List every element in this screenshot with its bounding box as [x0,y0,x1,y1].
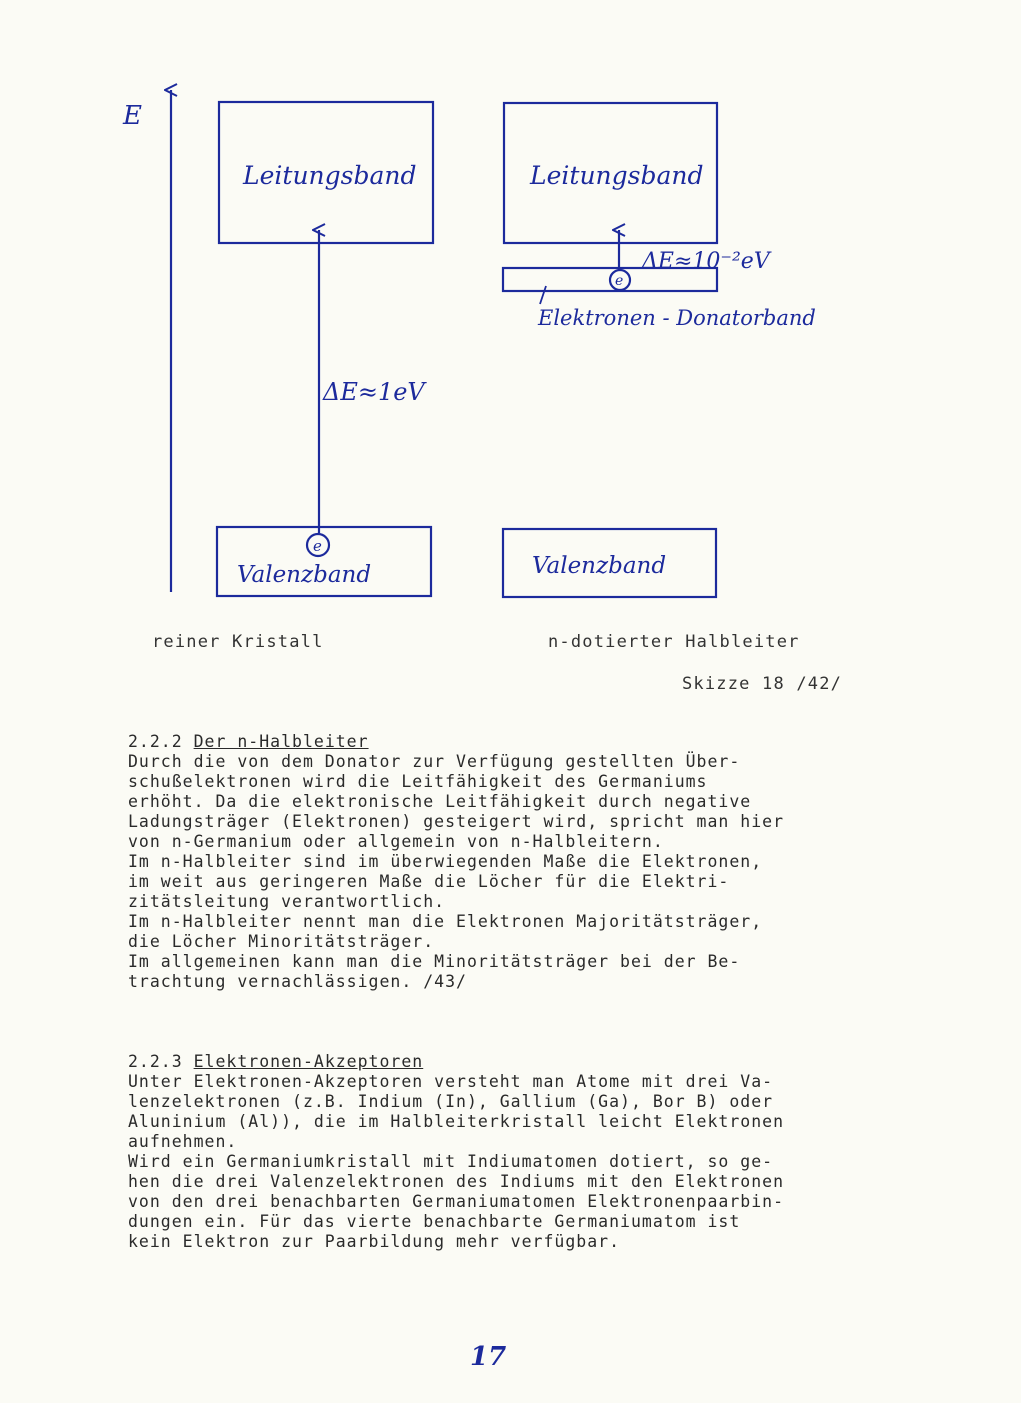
paragraph-line: Unter Elektronen-Akzeptoren versteht man Atome mit drei Va- [128,1072,774,1091]
right-conduction-band-label: Leitungsband [530,161,704,190]
left-electron-symbol: e [313,537,322,555]
paragraph-line: Ladungsträger (Elektronen) gesteigert wird, spricht man hier [128,812,785,831]
paragraph-line: Durch die von dem Donator zur Verfügung gestellten Über- [128,752,741,771]
paragraph-line: Wird ein Germaniumkristall mit Indiumatomen dotiert, so ge- [128,1152,774,1171]
right-electron-symbol: e [615,273,624,289]
right-gap-label: ΔE≈10⁻²eV [642,249,770,274]
paragraph-line: Im n-Halbleiter nennt man die Elektronen Majoritätsträger, [128,912,763,931]
paragraph-line: Im n-Halbleiter sind im überwiegenden Maße die Elektronen, [128,852,763,871]
right-valence-band-label: Valenzband [532,553,667,579]
section-2-2-2 [128,732,868,992]
paragraph-line: zitätsleitung verantwortlich. [128,892,446,911]
donor-band-pointer [540,286,546,304]
paragraph-line: Im allgemeinen kann man die Minoritätsträger bei der Be- [128,952,741,971]
section-2-2-3 [128,1052,868,1252]
section-number: 2.2.2 [128,732,183,751]
left-conduction-band-label: Leitungsband [243,161,417,190]
page-number: 17 [470,1342,507,1372]
right-caption: n-dotierter Halbleiter [548,632,800,652]
paragraph-line: von den drei benachbarten Germaniumatomen Elektronenpaarbin- [128,1192,785,1211]
paragraph-line: schußelektronen wird die Leitfähigkeit des Germaniums [128,772,708,791]
paragraph-line: von n-Germanium oder allgemein von n-Halbleitern. [128,832,664,851]
left-caption: reiner Kristall [152,632,324,652]
paragraph-line: hen die drei Valenzelektronen des Indiums mit den Elektronen [128,1172,785,1191]
section-title: Elektronen-Akzeptoren [193,1052,424,1071]
paragraph-line: lenzelektronen (z.B. Indium (In), Gallium (Ga), Bor B) oder [128,1092,774,1111]
donor-band-label: Elektronen - Donatorband [538,306,816,330]
paragraph-line: erhöht. Da die elektronische Leitfähigkeit durch negative [128,792,752,811]
section-title: Der n-Halbleiter [193,732,369,751]
paragraph-line: Aluninium (Al)), die im Halbleiterkristall leicht Elektronen [128,1112,785,1131]
paragraph-line: die Löcher Minoritätsträger. [128,932,435,951]
paragraph-line: kein Elektron zur Paarbildung mehr verfügbar. [128,1232,621,1251]
energy-axis-label: E [123,101,142,131]
sketch-reference: Skizze 18 /42/ [682,674,843,694]
left-valence-band-label: Valenzband [237,562,372,588]
left-gap-label: ΔE≈1eV [323,378,425,406]
section-heading [128,732,868,752]
paragraph-line: aufnehmen. [128,1132,238,1151]
section-heading [128,1052,868,1072]
paragraph-line: dungen ein. Für das vierte benachbarte Germaniumatom ist [128,1212,741,1231]
paragraph-line: im weit aus geringeren Maße die Löcher für die Elektri- [128,872,730,891]
section-number: 2.2.3 [128,1052,183,1071]
paragraph-line: trachtung vernachlässigen. /43/ [128,972,467,991]
